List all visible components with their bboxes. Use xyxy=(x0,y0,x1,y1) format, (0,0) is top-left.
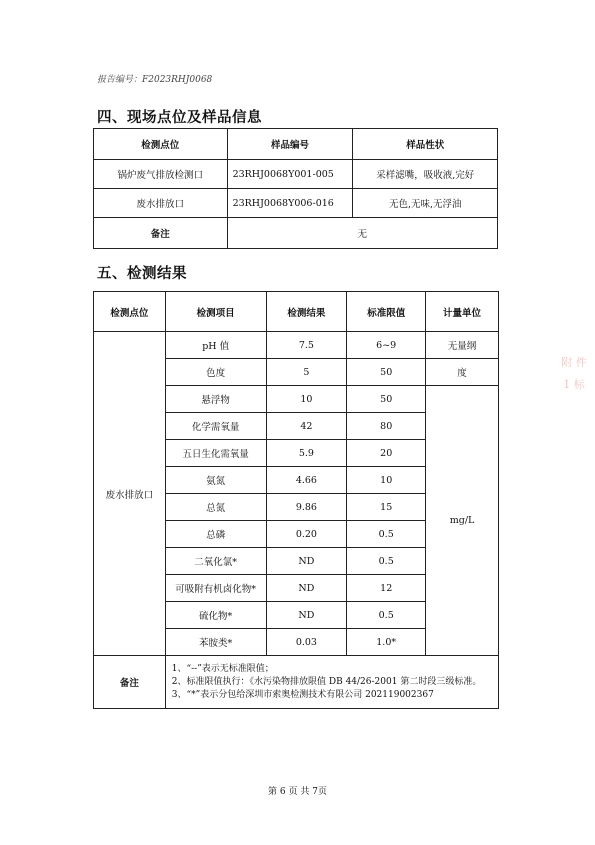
unit-cell: mg/L xyxy=(426,386,499,656)
item-cell: 化学需氧量 xyxy=(165,413,266,440)
result-cell: 10 xyxy=(266,386,347,413)
header-unit: 计量单位 xyxy=(426,292,499,332)
limit-cell: 0.5 xyxy=(347,548,426,575)
note-line: 3、“*”表示分包给深圳市索奥检测技术有限公司 202119002367 xyxy=(171,689,434,700)
point-cell: 废水排放口 xyxy=(94,189,228,218)
point-cell: 废水排放口 xyxy=(94,332,166,656)
item-cell: 苯胺类* xyxy=(165,629,266,656)
remark-row xyxy=(94,218,498,249)
table-row xyxy=(94,332,499,359)
header-limit: 标准限值 xyxy=(347,292,426,332)
result-cell: 5.9 xyxy=(266,440,347,467)
result-cell: 7.5 xyxy=(266,332,347,359)
remark-label: 备注 xyxy=(94,656,166,709)
item-cell: 硫化物* xyxy=(165,602,266,629)
section5-title: 五、检测结果 xyxy=(97,266,187,282)
sample-status-cell: 无色,无味,无浮油 xyxy=(353,189,498,218)
table-row xyxy=(94,189,498,218)
limit-cell: 6~9 xyxy=(347,332,426,359)
sample-info-table xyxy=(93,128,498,249)
table-header-row xyxy=(94,129,498,160)
page-footer: 第 6 页 共 7页 xyxy=(268,787,327,797)
header-point: 检测点位 xyxy=(94,129,228,160)
notes-cell xyxy=(165,656,498,709)
limit-cell: 50 xyxy=(347,359,426,386)
limit-cell: 15 xyxy=(347,494,426,521)
item-cell: pH 值 xyxy=(165,332,266,359)
header-result: 检测结果 xyxy=(266,292,347,332)
note-line: 1、“--”表示无标准限值； xyxy=(171,663,274,674)
remark-value: 无 xyxy=(227,218,497,249)
table-row xyxy=(94,160,498,189)
report-number: 报告编号：F2023RHJ0068 xyxy=(97,75,213,85)
result-cell: 42 xyxy=(266,413,347,440)
result-cell: 0.20 xyxy=(266,521,347,548)
item-cell: 二氧化氯* xyxy=(165,548,266,575)
remark-label: 备注 xyxy=(94,218,228,249)
result-cell: 4.66 xyxy=(266,467,347,494)
point-cell: 锅炉废气排放检测口 xyxy=(94,160,228,189)
limit-cell: 10 xyxy=(347,467,426,494)
result-cell: ND xyxy=(266,548,347,575)
limit-cell: 12 xyxy=(347,575,426,602)
header-sample-status: 样品性状 xyxy=(353,129,498,160)
item-cell: 总氮 xyxy=(165,494,266,521)
note-line: 2、标准限值执行：《水污染物排放限值 DB 44/26-2001 第二时段三级标准。 xyxy=(171,676,482,687)
result-cell: ND xyxy=(266,575,347,602)
item-cell: 悬浮物 xyxy=(165,386,266,413)
item-cell: 可吸附有机卤化物* xyxy=(165,575,266,602)
result-cell: 5 xyxy=(266,359,347,386)
result-cell: 9.86 xyxy=(266,494,347,521)
item-cell: 五日生化需氧量 xyxy=(165,440,266,467)
limit-cell: 80 xyxy=(347,413,426,440)
sample-no-cell: 23RHJ0068Y001-005 xyxy=(227,160,353,189)
unit-cell: 度 xyxy=(426,359,499,386)
limit-cell: 0.5 xyxy=(347,521,426,548)
stamp-mark: 附 件 1 标 xyxy=(561,356,587,391)
result-cell: ND xyxy=(266,602,347,629)
limit-cell: 0.5 xyxy=(347,602,426,629)
header-sample-no: 样品编号 xyxy=(227,129,353,160)
limit-cell: 50 xyxy=(347,386,426,413)
notes-row xyxy=(94,656,499,709)
header-point: 检测点位 xyxy=(94,292,166,332)
section4-title: 四、现场点位及样品信息 xyxy=(97,110,262,126)
limit-cell: 1.0* xyxy=(347,629,426,656)
sample-no-cell: 23RHJ0068Y006-016 xyxy=(227,189,353,218)
sample-status-cell: 采样滤嘴，吸收液,完好 xyxy=(353,160,498,189)
header-item: 检测项目 xyxy=(165,292,266,332)
item-cell: 色度 xyxy=(165,359,266,386)
result-cell: 0.03 xyxy=(266,629,347,656)
item-cell: 氨氮 xyxy=(165,467,266,494)
table-header-row xyxy=(94,292,499,332)
results-table xyxy=(93,291,499,709)
item-cell: 总磷 xyxy=(165,521,266,548)
unit-cell: 无量纲 xyxy=(426,332,499,359)
limit-cell: 20 xyxy=(347,440,426,467)
